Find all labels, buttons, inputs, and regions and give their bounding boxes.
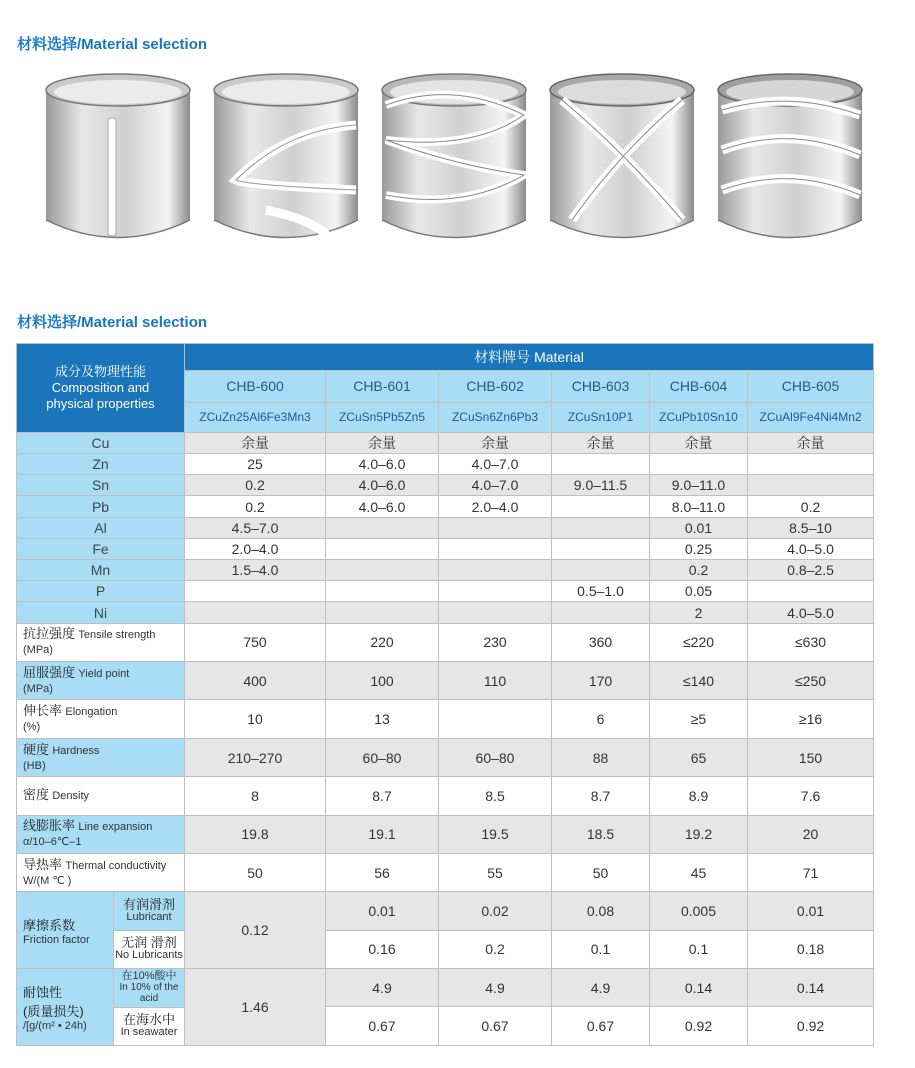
property-label [17,700,185,738]
cell: 4.9 [439,969,552,1007]
property-label [17,738,185,776]
cell: 50 [185,853,326,891]
cell: 4.0–6.0 [326,475,439,496]
cell: 45 [650,853,748,891]
property-unit: W/(M ℃ ) [23,874,72,887]
cell [552,517,650,538]
cell: 0.18 [748,930,874,968]
table-row [17,623,874,661]
cell [439,581,552,602]
table-row [17,560,874,581]
cell: 220 [326,623,439,661]
table-row [17,892,874,930]
element-label: Cu [17,432,185,453]
cell: 0.2 [185,475,326,496]
cell: 230 [439,623,552,661]
bushing-spiral-groove-image [374,70,534,245]
table-row [17,475,874,496]
cell: 1.5–4.0 [185,560,326,581]
corner-header [17,344,185,433]
cell: ≤630 [748,623,874,661]
element-label: Al [17,517,185,538]
cell [185,602,326,623]
grade-header: CHB-601 [326,371,439,402]
cell: 55 [439,853,552,891]
seawater-cn: 在海水中 [122,1012,175,1028]
cell: 2 [650,602,748,623]
grade-header: CHB-604 [650,371,748,402]
cell: 9.0–11.0 [650,475,748,496]
corner-cn: 成分及物理性能 [54,363,146,379]
corrosion-unit: /[g/(m² • 24h) [23,1020,87,1033]
alloy-header: ZCuAl9Fe4Ni4Mn2 [748,402,874,432]
property-cn: 屈服强度 [23,664,76,680]
lubricant-en: Lubricant [126,911,172,923]
cell [439,538,552,559]
cell: 2.0–4.0 [185,538,326,559]
table-row [17,454,874,475]
cell: 0.01 [650,517,748,538]
cell: 0.14 [650,969,748,1007]
table-row [17,662,874,700]
property-label [17,662,185,700]
cell: 0.01 [326,892,439,930]
cell: 170 [552,662,650,700]
cell [185,581,326,602]
property-en: Tensile strength [78,629,156,642]
element-label: Zn [17,454,185,475]
cell: 4.0–5.0 [748,538,874,559]
cell: 100 [326,662,439,700]
cell [439,517,552,538]
table-row [17,517,874,538]
property-unit: (%) [23,721,41,734]
cell: 0.08 [552,892,650,930]
section-title-table: 材料选择/Material selection [17,314,208,331]
bushing-helical-groove-image [206,70,366,245]
property-label [17,623,185,661]
cell: 8.9 [650,777,748,815]
corrosion-cn-1: 耐蚀性 [23,985,63,1001]
table-row [17,969,874,1007]
cell: 8.7 [326,777,439,815]
alloy-header: ZCuPb10Sn10 [650,402,748,432]
property-cn: 硬度 [23,741,50,757]
bushing-straight-groove-image [38,70,198,245]
section-title-top: 材料选择/Material selection [17,36,208,53]
cell: 19.2 [650,815,748,853]
cell: 0.01 [748,892,874,930]
table-row [17,581,874,602]
property-cn: 密度 [23,787,50,803]
element-label: Sn [17,475,185,496]
cell: 0.2 [748,496,874,517]
alloy-header: ZCuSn10P1 [552,402,650,432]
property-cn: 导热率 [23,856,63,872]
corner-en-2: physical properties [46,395,155,411]
cell: 50 [552,853,650,891]
property-unit: (MPa) [23,644,53,657]
property-en: Line expansion [78,821,153,834]
grade-header: CHB-602 [439,371,552,402]
acid-en-1: In 10% of the [119,982,179,994]
bushing-ring-groove-image [710,70,870,245]
cell: 4.9 [326,969,439,1007]
cell: 余量 [326,432,439,453]
cell [326,602,439,623]
cell: 余量 [748,432,874,453]
element-label: P [17,581,185,602]
property-unit: (MPa) [23,682,53,695]
cell [326,538,439,559]
property-cn: 线膨胀率 [23,818,76,834]
cell: 0.1 [650,930,748,968]
property-label [17,777,185,815]
cell: 10 [185,700,326,738]
table-row [17,853,874,891]
cell: 0.2 [185,496,326,517]
cell: 0.8–2.5 [748,560,874,581]
element-label: Pb [17,496,185,517]
corrosion-cn-2: (质量损失) [23,1004,84,1020]
property-cn: 抗拉强度 [23,626,76,642]
cell: 0.12 [185,892,326,969]
cell: 0.67 [326,1007,439,1046]
corner-en-1: Composition and [51,379,150,395]
cell: 余量 [650,432,748,453]
property-en: Density [52,790,90,803]
grade-header: CHB-600 [185,371,326,402]
cell: ≤140 [650,662,748,700]
cell: 60–80 [439,738,552,776]
cell [326,581,439,602]
grade-header: CHB-605 [748,371,874,402]
cell: 余量 [552,432,650,453]
cell: 25 [185,454,326,475]
cell: 210–270 [185,738,326,776]
no-lubricant-cn: 无润 滑剂 [121,935,177,951]
cell [552,538,650,559]
seawater-en: In seawater [120,1026,178,1039]
cell: ≤250 [748,662,874,700]
cell: ≥5 [650,700,748,738]
table-row [17,432,874,453]
cell [552,602,650,623]
cell: 4.9 [552,969,650,1007]
property-en: Thermal conductivity [65,859,167,872]
alloy-header: ZCuSn6Zn6Pb3 [439,402,552,432]
cell [326,560,439,581]
property-unit: α/10–6℃–1 [23,836,82,849]
table-row [17,738,874,776]
table-row [17,700,874,738]
property-en: Hardness [52,744,100,757]
cell: 0.2 [439,930,552,968]
cell: 750 [185,623,326,661]
cell: 8.5 [439,777,552,815]
cell: 360 [552,623,650,661]
cell: 8.5–10 [748,517,874,538]
bushing-illustrations [38,70,868,245]
cell: 19.8 [185,815,326,853]
cell [439,560,552,581]
element-label: Mn [17,560,185,581]
bushing-cross-groove-image [542,70,702,245]
cell: 18.5 [552,815,650,853]
cell: 8.7 [552,777,650,815]
cell: 2.0–4.0 [439,496,552,517]
cell: 19.1 [326,815,439,853]
cell: 88 [552,738,650,776]
table-row [17,538,874,559]
cell: 4.0–5.0 [748,602,874,623]
cell: 余量 [185,432,326,453]
cell: 71 [748,853,874,891]
cell [552,560,650,581]
cell: 0.92 [748,1007,874,1046]
corrosion-label [17,969,185,1046]
cell [650,454,748,475]
cell: ≥16 [748,700,874,738]
property-en: Yield point [78,667,130,680]
cell [552,496,650,517]
cell: 8.0–11.0 [650,496,748,517]
cell: 0.14 [748,969,874,1007]
alloy-header: ZCuSn5Pb5Zn5 [326,402,439,432]
cell [748,581,874,602]
element-label: Ni [17,602,185,623]
cell: 0.67 [552,1007,650,1046]
cell: 19.5 [439,815,552,853]
cell [439,602,552,623]
cell [326,517,439,538]
lubricant-cn: 有润滑剂 [122,897,175,912]
cell: 0.25 [650,538,748,559]
cell: 0.1 [552,930,650,968]
acid-en-2: acid [139,993,159,1005]
cell: 4.5–7.0 [185,517,326,538]
property-en: Elongation [65,706,118,719]
cell: 0.02 [439,892,552,930]
cell: 6 [552,700,650,738]
friction-label [17,892,185,969]
cell: 150 [748,738,874,776]
cell [552,454,650,475]
table-row [17,496,874,517]
cell [748,475,874,496]
cell: ≤220 [650,623,748,661]
acid-cn: 在10%酸中 [121,970,177,983]
cell: 余量 [439,432,552,453]
no-lubricant-en: No Lubricants [115,949,183,962]
cell: 8 [185,777,326,815]
cell: 0.92 [650,1007,748,1046]
property-label [17,815,185,853]
cell: 20 [748,815,874,853]
cell [439,700,552,738]
friction-en: Friction factor [23,933,90,946]
cell: 7.6 [748,777,874,815]
cell: 1.46 [185,969,326,1046]
cell: 0.5–1.0 [552,581,650,602]
cell: 110 [439,662,552,700]
material-header: 材料牌号 Material [185,344,874,371]
cell: 4.0–6.0 [326,454,439,475]
grade-header: CHB-603 [552,371,650,402]
cell: 4.0–7.0 [439,475,552,496]
cell: 13 [326,700,439,738]
property-cn: 伸长率 [23,703,63,719]
cell: 0.2 [650,560,748,581]
cell: 9.0–11.5 [552,475,650,496]
property-unit: (HB) [23,759,46,772]
material-properties-table [16,343,874,1046]
property-label [17,853,185,891]
table-row [17,602,874,623]
cell: 4.0–7.0 [439,454,552,475]
cell [748,454,874,475]
table-row [17,815,874,853]
cell: 0.16 [326,930,439,968]
table-row [17,777,874,815]
friction-cn: 摩擦系数 [23,917,76,933]
cell: 60–80 [326,738,439,776]
cell: 0.05 [650,581,748,602]
cell: 65 [650,738,748,776]
alloy-header: ZCuZn25Al6Fe3Mn3 [185,402,326,432]
cell: 56 [326,853,439,891]
cell: 0.005 [650,892,748,930]
cell: 400 [185,662,326,700]
cell: 0.67 [439,1007,552,1046]
cell: 4.0–6.0 [326,496,439,517]
element-label: Fe [17,538,185,559]
